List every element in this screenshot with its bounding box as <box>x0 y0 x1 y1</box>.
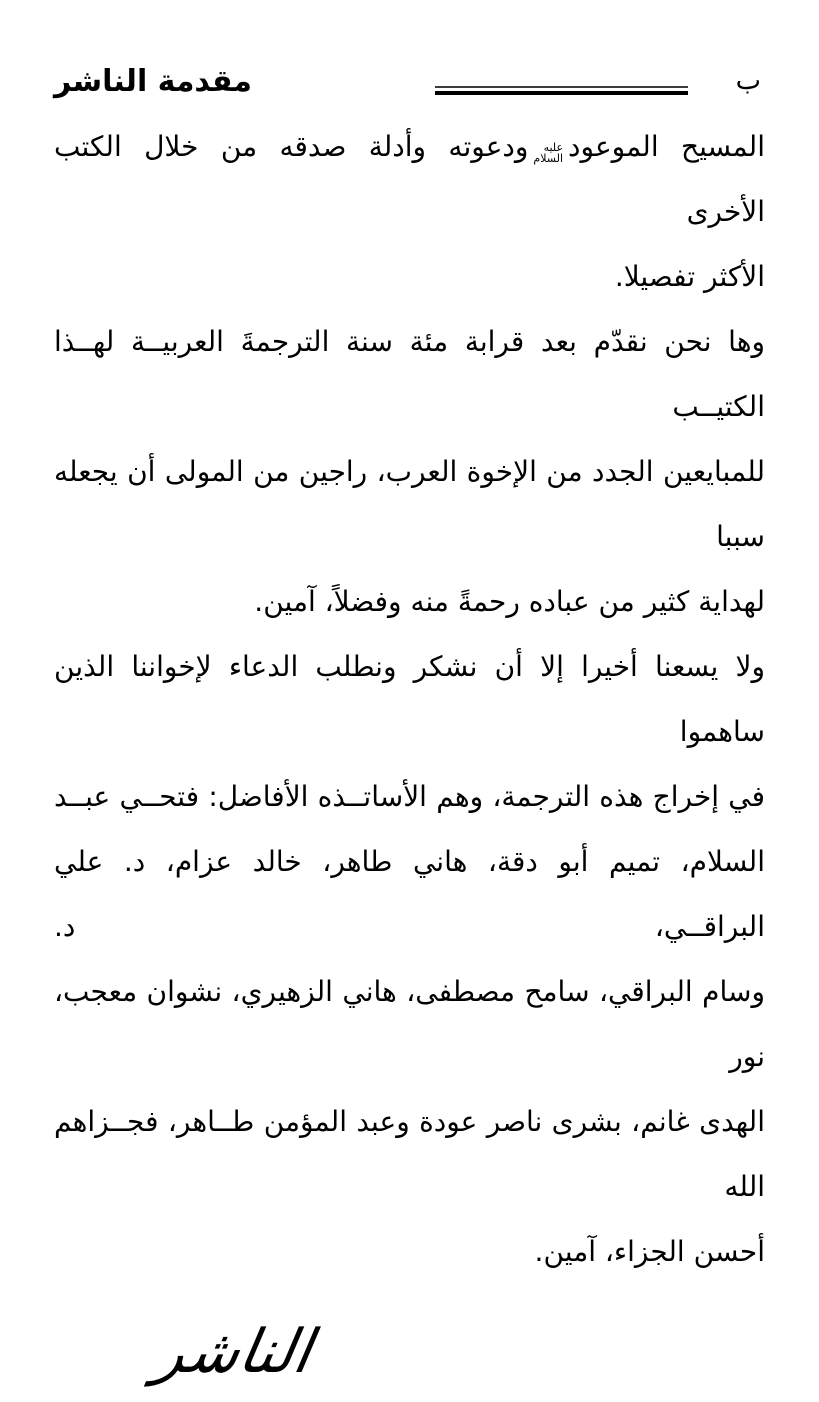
signature-row <box>54 1302 765 1402</box>
alayhi-salam-honorific-icon <box>533 142 563 164</box>
paragraph-3 <box>54 634 765 1284</box>
text-line: للمبايعين الجدد من الإخوة العرب، راجين من المولى أن يجعله سببا <box>54 455 765 553</box>
text-line: أحسن الجزاء، آمين. <box>534 1235 765 1268</box>
page-header <box>54 62 765 112</box>
header-divider-rule <box>435 86 688 95</box>
text-line: السلام، تميم أبو دقة، هاني طاهر، خالد عزام، د. علي البراقــي، د. <box>54 845 765 943</box>
text-run: ودعوته وأدلة صدقه من خلال الكتب الأخرى <box>54 130 765 228</box>
paragraph-1 <box>54 114 765 309</box>
honorific-top: عليه <box>543 141 564 154</box>
chapter-title: مقدمة الناشر <box>54 64 252 99</box>
text-line: لهداية كثير من عباده رحمةً منه وفضلاً، آمين. <box>254 585 765 618</box>
text-line: في إخراج هذه الترجمة، وهم الأساتــذه الأفاضل: فتحــي عبــد <box>54 780 765 813</box>
publisher-signature: الناشر <box>149 1317 317 1387</box>
paragraph-2 <box>54 309 765 634</box>
text-line: الهدى غانم، بشرى ناصر عودة وعبد المؤمن طــاهر، فجــزاهم الله <box>54 1105 765 1203</box>
page-marker: ب <box>735 65 761 96</box>
text-run: المسيح الموعود <box>568 130 765 163</box>
body-text <box>54 114 765 1284</box>
text-line: وسام البراقي، سامح مصطفى، هاني الزهيري، نشوان معجب، نور <box>54 975 765 1073</box>
text-line: ولا يسعنا أخيرا إلا أن نشكر ونطلب الدعاء لإخواننا الذين ساهموا <box>54 650 765 748</box>
text-line <box>54 114 765 244</box>
text-line: الأكثر تفصيلا. <box>614 260 765 293</box>
text-line: وها نحن نقدّم بعد قرابة مئة سنة الترجمةَ العربيــة لهــذا الكتيــب <box>54 325 765 423</box>
honorific-bottom: السلام <box>533 152 564 165</box>
